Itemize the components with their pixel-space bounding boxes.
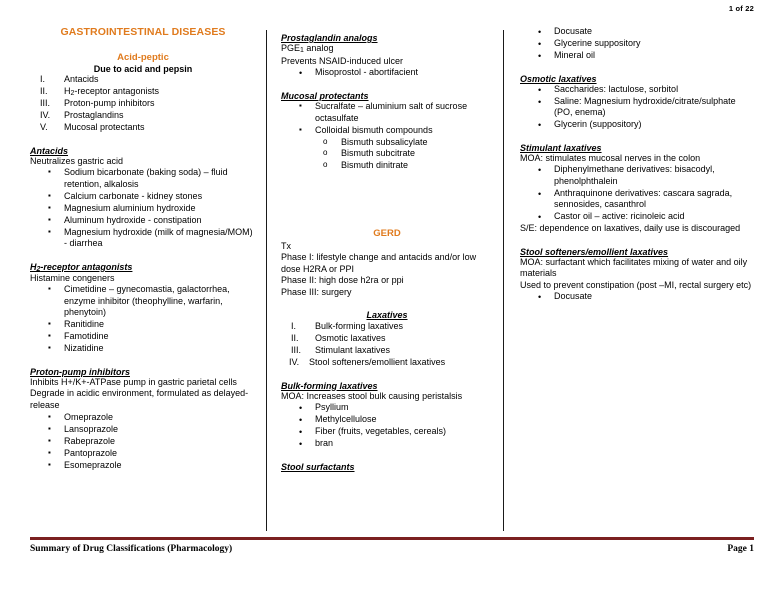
list-item: • Diphenylmethane derivatives: bisacodyl, phenolphthalein bbox=[520, 164, 754, 187]
prostaglandins-line-2: Prevents NSAID-induced ulcer bbox=[281, 55, 404, 66]
heading-stool-surfactants: Stool surfactants bbox=[281, 461, 355, 472]
list-number: II. bbox=[291, 333, 299, 344]
list-item bbox=[281, 345, 493, 357]
list-item bbox=[30, 98, 256, 110]
stool-surfactant-item-list bbox=[520, 26, 754, 62]
mucosal-subitem-list bbox=[281, 137, 493, 172]
list-item: • Psyllium bbox=[281, 402, 493, 414]
list-label: Proton-pump inhibitors bbox=[64, 98, 155, 109]
list-item: • Methylcellulose bbox=[281, 414, 493, 426]
list-label: Osmotic laxatives bbox=[315, 333, 386, 344]
list-item: ▪ Colloidal bismuth compounds bbox=[281, 125, 493, 137]
list-item bbox=[281, 357, 493, 369]
osmotic-item-list bbox=[520, 84, 754, 131]
list-item: o Bismuth dinitrate bbox=[281, 160, 493, 172]
list-item bbox=[30, 86, 256, 98]
mucosal-item-list bbox=[281, 101, 493, 136]
stool-softeners-use: Used to prevent constipation (post –MI, rectal surgery etc) bbox=[520, 279, 752, 290]
list-item: ▪ Omeprazole bbox=[30, 412, 256, 424]
list-item: • Castor oil – active: ricinoleic acid bbox=[520, 211, 754, 223]
heading-stool-softeners: Stool softeners/emollient laxatives bbox=[520, 246, 669, 257]
list-item: • Docusate bbox=[520, 291, 754, 303]
list-item: • Fiber (fruits, vegetables, cereals) bbox=[281, 426, 493, 438]
heading-proton-pump-inhibitors: Proton-pump inhibitors bbox=[30, 366, 130, 377]
list-number: III. bbox=[291, 344, 302, 355]
heading-antacids: Antacids bbox=[30, 145, 69, 156]
list-item: ▪ Sucralfate – aluminium salt of sucrose octasulfate bbox=[281, 101, 493, 124]
list-label: Bulk-forming laxatives bbox=[315, 321, 404, 332]
h2blockers-moa: Histamine congeners bbox=[30, 272, 115, 283]
list-item: ▪ Ranitidine bbox=[30, 319, 256, 331]
list-number: IV. bbox=[289, 356, 300, 367]
list-item: ▪ Cimetidine – gynecomastia, galactorrhea, enzyme inhibitor (theophylline, warfarin, phenytoin) bbox=[30, 284, 256, 319]
column-1 bbox=[30, 26, 266, 531]
list-item: ▪ Pantoprazole bbox=[30, 448, 256, 460]
stimulant-side-effects: S/E: dependence on laxatives, daily use is discouraged bbox=[520, 223, 741, 234]
list-item: ▪ Calcium carbonate - kidney stones bbox=[30, 191, 256, 203]
list-item: • Glycerine suppository bbox=[520, 38, 754, 50]
bulk-forming-moa: MOA: Increases stool bulk causing peristalsis bbox=[281, 390, 463, 401]
section-title-gerd: GERD bbox=[373, 227, 401, 239]
list-item: ▪ Nizatidine bbox=[30, 343, 256, 355]
list-item bbox=[30, 74, 256, 86]
list-number: I. bbox=[40, 74, 46, 84]
list-item bbox=[281, 321, 493, 333]
list-item: o Bismuth subsalicylate bbox=[281, 137, 493, 149]
heading-bulk-forming-laxatives: Bulk-forming laxatives bbox=[281, 380, 378, 391]
antacids-item-list bbox=[30, 167, 256, 250]
heading-stimulant-laxatives: Stimulant laxatives bbox=[520, 142, 602, 153]
section-title-laxatives: Laxatives bbox=[366, 310, 408, 321]
list-item bbox=[30, 110, 256, 122]
list-item: • bran bbox=[281, 438, 493, 450]
stimulant-item-list bbox=[520, 164, 754, 223]
list-item: ▪ Sodium bicarbonate (baking soda) – fluid retention, alkalosis bbox=[30, 167, 256, 190]
page-indicator: 1 of 22 bbox=[728, 4, 754, 13]
ppi-moa-line-2: Degrade in acidic environment, formulated as delayed-release bbox=[30, 388, 249, 410]
list-item: ▪ Rabeprazole bbox=[30, 436, 256, 448]
gerd-tx-label: Tx bbox=[281, 240, 291, 251]
list-item: ▪ Famotidine bbox=[30, 331, 256, 343]
list-item: ▪ Magnesium aluminium hydroxide bbox=[30, 203, 256, 215]
list-item: • Saccharides: lactulose, sorbitol bbox=[520, 84, 754, 96]
column-2 bbox=[267, 26, 503, 531]
page-title: GASTROINTESTINAL DISEASES bbox=[60, 26, 226, 38]
document-body bbox=[30, 26, 754, 531]
ppi-moa-line-1: Inhibits H+/K+-ATPase pump in gastric parietal cells bbox=[30, 376, 237, 387]
list-number: V. bbox=[40, 121, 48, 132]
laxatives-class-list bbox=[281, 321, 493, 369]
list-item: • Anthraquinone derivatives: cascara sagrada, sennosides, casanthrol bbox=[520, 188, 754, 211]
gerd-phase-3: Phase III: surgery bbox=[281, 286, 352, 297]
list-label: Prostaglandins bbox=[64, 109, 124, 120]
prostaglandins-line-1: $PGE_1$ analog bbox=[281, 43, 334, 54]
stimulant-moa: MOA: stimulates mucosal nerves in the colon bbox=[520, 152, 701, 163]
list-label: $H_2$-receptor antagonists bbox=[64, 85, 159, 97]
list-item: ▪ Lansoprazole bbox=[30, 424, 256, 436]
page-footer bbox=[30, 544, 754, 554]
list-item: • Saline: Magnesium hydroxide/citrate/sulphate (PO, enema) bbox=[520, 96, 754, 119]
footer-page-number: Page 1 bbox=[727, 544, 754, 554]
list-item: • Docusate bbox=[520, 26, 754, 38]
list-item bbox=[281, 333, 493, 345]
list-item bbox=[30, 122, 256, 134]
list-item: o Bismuth subcitrate bbox=[281, 148, 493, 160]
footer-left-text: Summary of Drug Classifications (Pharmacology) bbox=[30, 544, 233, 554]
gerd-phase-2: Phase II: high dose h2ra or ppi bbox=[281, 275, 404, 286]
footer-rule bbox=[30, 537, 754, 540]
ppi-item-list bbox=[30, 412, 256, 472]
gerd-phase-1: Phase I: lifestyle change and antacids and/or low dose H2RA or PPI bbox=[281, 252, 477, 274]
list-label: Stimulant laxatives bbox=[315, 344, 391, 355]
list-number: II. bbox=[40, 85, 48, 96]
section-title-acid-peptic: Acid-peptic bbox=[117, 52, 169, 63]
bulk-forming-item-list bbox=[281, 402, 493, 450]
list-number: IV. bbox=[40, 109, 51, 120]
heading-mucosal-protectants: Mucosal protectants bbox=[281, 90, 369, 101]
antacids-moa: Neutralizes gastric acid bbox=[30, 155, 124, 166]
list-item: • Misoprostol - abortifacient bbox=[281, 67, 493, 79]
list-item: ▪ Aluminum hydroxide - constipation bbox=[30, 215, 256, 227]
list-number: III. bbox=[40, 98, 51, 109]
list-item: • Mineral oil bbox=[520, 50, 754, 62]
list-item: ▪ Esomeprazole bbox=[30, 460, 256, 472]
h2blockers-item-list bbox=[30, 284, 256, 355]
heading-h2-receptor-antagonists: $H_2$-receptor antagonists bbox=[30, 261, 133, 273]
list-label: Stool softeners/emollient laxatives bbox=[309, 356, 446, 367]
list-item: • Glycerin (suppository) bbox=[520, 119, 754, 131]
list-number: I. bbox=[291, 321, 297, 332]
heading-prostaglandin-analogs: Prostaglandin analogs bbox=[281, 33, 378, 43]
stool-softeners-moa: MOA: surfactant which facilitates mixing of water and oily materials bbox=[520, 256, 748, 279]
section-subtitle-acid-peptic: Due to acid and pepsin bbox=[93, 64, 193, 74]
list-item: ▪ Magnesium hydroxide (milk of magnesia/MOM) - diarrhea bbox=[30, 227, 256, 250]
stool-softeners-item-list bbox=[520, 291, 754, 303]
column-3 bbox=[504, 26, 754, 531]
prostaglandins-item-list bbox=[281, 67, 493, 79]
list-label: Mucosal protectants bbox=[64, 121, 145, 132]
heading-osmotic-laxatives: Osmotic laxatives bbox=[520, 73, 597, 84]
list-label: Antacids bbox=[64, 74, 99, 84]
acid-peptic-class-list bbox=[30, 74, 256, 134]
